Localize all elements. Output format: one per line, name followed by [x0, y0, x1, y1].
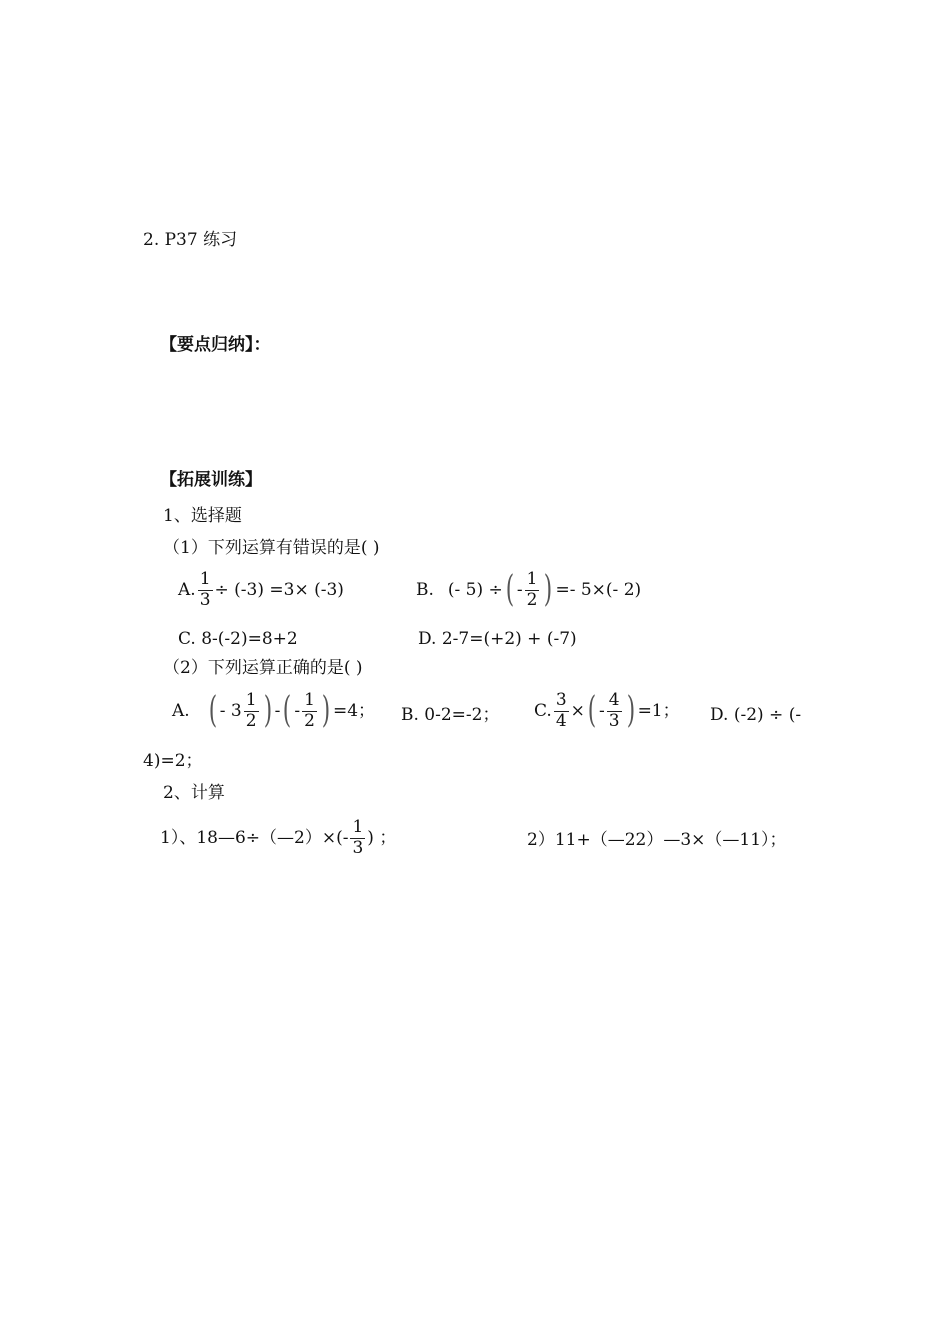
problem-expression-pre: 1）、18—6÷（—2）×(-: [160, 827, 349, 848]
fraction-numerator: 1: [199, 569, 211, 589]
fraction: [525, 570, 540, 610]
fraction-numerator: 1: [304, 690, 315, 710]
fraction-numerator: 1: [352, 817, 364, 837]
option-expression: ÷ (-3) =3× (-3): [214, 579, 344, 600]
q1-sub1-option-a: [178, 570, 344, 610]
right-paren: ): [544, 569, 553, 611]
left-paren: (: [208, 690, 217, 732]
fraction-denominator: 3: [352, 837, 364, 858]
minus-sign: -: [294, 700, 301, 721]
right-paren: ): [626, 690, 635, 732]
fraction-denominator: 2: [245, 710, 257, 731]
q1-title: 1、选择题: [163, 506, 242, 526]
q1-sub1-option-c: C. 8-(-2)=8+2: [178, 629, 298, 649]
option-expression-pre: (- 5) ÷: [447, 579, 503, 600]
q1-sub1-option-b: [416, 570, 641, 610]
fraction-denominator: 4: [555, 710, 567, 731]
q2-title: 2、计算: [163, 783, 225, 803]
whole-number: - 3: [219, 700, 242, 721]
option-result: =4；: [333, 700, 376, 721]
q1-sub1-stem: （1）下列运算有错误的是( ): [163, 538, 380, 558]
option-label: A.: [172, 700, 190, 721]
q2-problem-2: 2）11+（—22）—3×（—11）；: [527, 830, 787, 850]
q1-sub1-option-d: D. 2-7=(+2) + (-7): [418, 629, 577, 649]
right-paren: ): [263, 690, 272, 732]
fraction-denominator: 2: [304, 710, 315, 731]
problem-expression-post: ) ；: [367, 827, 397, 848]
minus-sign: -: [598, 700, 605, 721]
fraction: [607, 691, 622, 731]
q1-sub2-option-d-continued: 4)=2；: [143, 751, 203, 771]
left-paren: (: [587, 690, 597, 732]
fraction-denominator: 2: [526, 589, 538, 610]
option-label: B.: [416, 579, 434, 600]
section-p37-heading: 2. P37 练习: [143, 230, 238, 250]
option-label: C.: [534, 700, 552, 721]
option-result: =1；: [637, 700, 680, 721]
minus-sign: -: [516, 579, 523, 600]
q1-sub2-option-d: D. (-2) ÷ (-: [710, 705, 802, 725]
fraction: [554, 691, 569, 731]
q1-sub2-option-b: B. 0-2=-2；: [401, 705, 500, 725]
option-label: A.: [178, 579, 196, 600]
option-expression-rest: =- 5×(- 2): [555, 579, 642, 600]
times-operator: ×: [570, 700, 585, 721]
fraction: [198, 570, 213, 610]
fraction: [350, 818, 365, 858]
fraction: [244, 691, 259, 731]
fraction-denominator: 3: [608, 710, 620, 731]
right-paren: ): [321, 690, 331, 732]
fraction-numerator: 1: [526, 569, 538, 589]
minus-operator: -: [274, 700, 281, 721]
q1-sub2-option-c: [534, 691, 680, 731]
fraction-numerator: 3: [555, 690, 567, 710]
extension-heading: 【拓展训练】: [160, 470, 262, 490]
fraction-numerator: 4: [608, 690, 620, 710]
fraction-numerator: 1: [245, 690, 257, 710]
q1-sub2-stem: （2）下列运算正确的是( ): [163, 658, 363, 678]
summary-heading: 【要点归纳】：: [160, 335, 271, 355]
q1-sub2-option-a: [172, 691, 375, 731]
left-paren: (: [283, 690, 292, 732]
fraction-denominator: 3: [199, 589, 211, 610]
q2-problem-1: [160, 818, 396, 858]
fraction: [302, 691, 317, 731]
left-paren: (: [505, 569, 515, 611]
